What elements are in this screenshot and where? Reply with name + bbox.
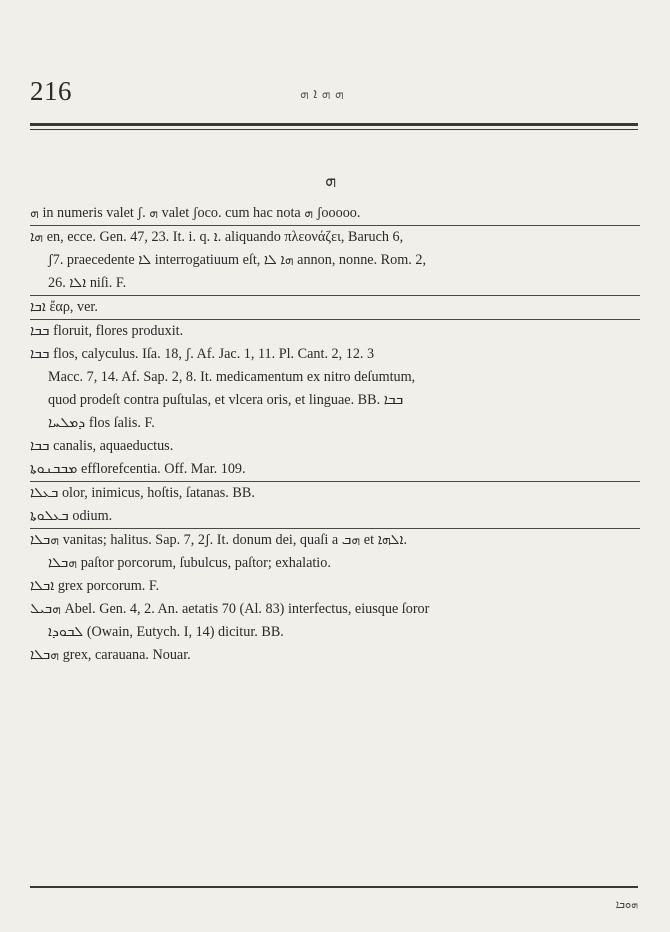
top-rule-thick [30, 123, 638, 126]
section-letter: ܗ [325, 170, 337, 191]
entry-line: ܒܥܠܘܬܐ odium. [30, 508, 113, 524]
dictionary-entry [30, 598, 640, 644]
entry-line: ܕܡܠܚܐ flos ſalis. F. [48, 415, 155, 431]
entry-line: ܗܒܠܐ paſtor porcorum, ſubulcus, paſtor; exhalatio. [48, 555, 331, 571]
entry-line: ܐܒܠܐ grex porcorum. F. [30, 578, 160, 594]
dictionary-entry [30, 458, 640, 481]
entry-line: ܒܥܠܐ olor, inimicus, hoſtis, ſatanas. BB. [30, 485, 255, 501]
dictionary-entry [30, 575, 640, 598]
entry-list [30, 202, 640, 667]
entry-line: 26. ܐܠܐ niſi. F. [48, 275, 127, 291]
running-head: ܗ ܗ ܐ ܗ [300, 86, 344, 102]
entry-line: ܗܒܝܠ Abel. Gen. 4, 2. An. aetatis 70 (Al. 83) interfectus, eiusque ſoror [30, 601, 430, 617]
dictionary-entry [30, 225, 640, 295]
entry-line: ܗܒܠܐ grex, carauana. Nouar. [30, 647, 191, 663]
entry-line: quod prodeſt contra puſtulas, et vlcera oris, et linguae. BB. ܒܒܐ [48, 392, 404, 408]
entry-line: ܠܒܘܕܐ (Owain, Eutych. I, 14) dicitur. BB. [48, 624, 284, 640]
page-number: 216 [30, 76, 72, 106]
entry-line: ܗܒܠܐ vanitas; halitus. Sap. 7, 2ʃ. It. donum dei, quaſi a ܗܒ et ܐܠܗܐ. [30, 532, 408, 548]
dictionary-entry [30, 481, 640, 505]
entry-line: Macc. 7, 14. Af. Sap. 2, 8. It. medicamentum ex nitro deſumtum, [48, 369, 416, 385]
catchword: ܗܘܒܐ [615, 898, 638, 911]
dictionary-entry [30, 435, 640, 458]
dictionary-entry [30, 295, 640, 319]
entry-line: ܐܒܐ ἔαρ, ver. [30, 299, 98, 315]
entry-line: ܗܐ en, ecce. Gen. 47, 23. It. i. q. ܐ. aliquando πλεονάζει, Baruch 6, [30, 229, 404, 245]
dictionary-entry [30, 505, 640, 528]
entry-line: ܒܒܐ flos, calyculus. Iſa. 18, ʃ. Af. Jac. 1, 11. Pl. Cant. 2, 12. 3 [30, 346, 375, 362]
entry-line: ܒܒܐ floruit, flores produxit. [30, 323, 184, 339]
entry-line: ܒܒܐ canalis, aquaeductus. [30, 438, 174, 454]
bottom-rule [30, 886, 638, 888]
dictionary-entry [30, 202, 640, 225]
dictionary-entry [30, 319, 640, 343]
dictionary-entry [30, 343, 640, 435]
top-rule-thin [30, 129, 638, 130]
entry-line: ܡܒܒܢܘܬܐ efflorefcentia. Off. Mar. 109. [30, 461, 246, 477]
entry-line: ܗ in numeris valet ʃ. ܗ valet ʃoco. cum hac nota ܗ ʃooooo. [30, 205, 361, 221]
entry-line: ʃ7. praecedente ܠܐ interrogatiuum eſt, ܗܐ ܠܐ annon, nonne. Rom. 2, [48, 252, 426, 268]
dictionary-entry [30, 644, 640, 667]
dictionary-entry [30, 528, 640, 575]
